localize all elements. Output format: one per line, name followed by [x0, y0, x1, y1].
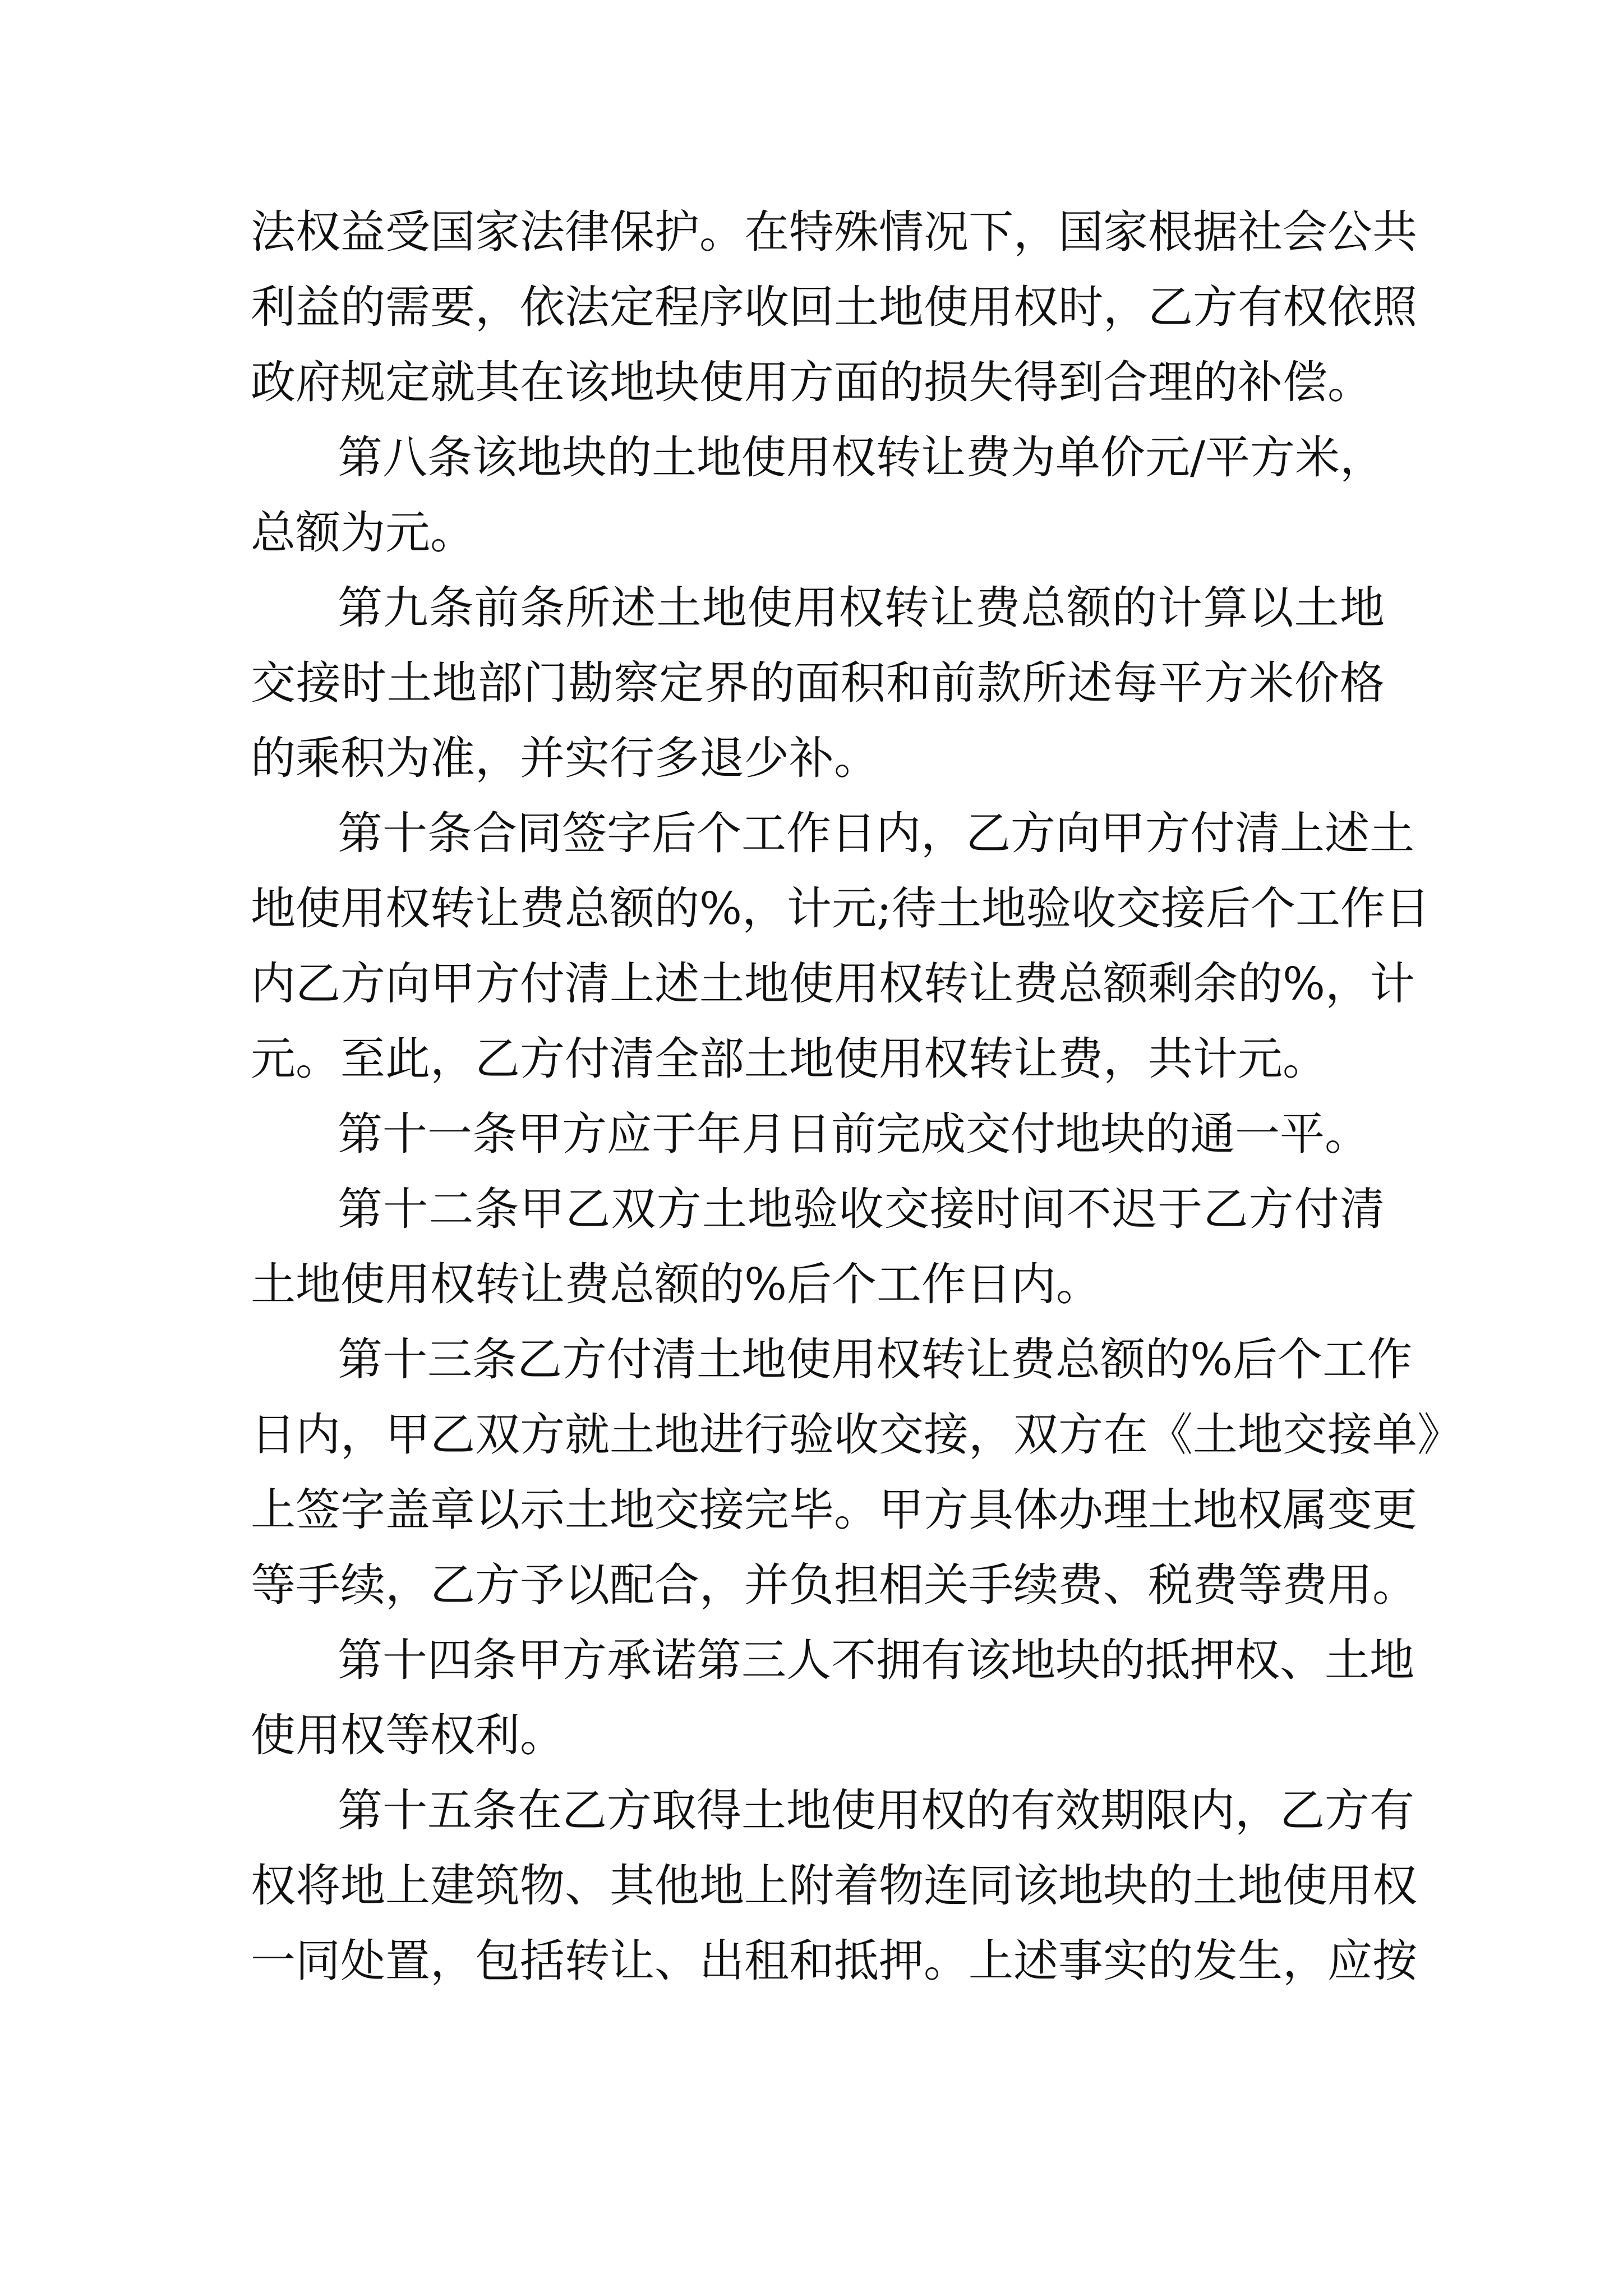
line-text: 第十一条甲方应于年月日前完成交付地块的通一平。 [338, 1108, 1370, 1160]
line-text: 第十条合同签字后个工作日内，乙方向甲方付清上述土 [338, 807, 1414, 859]
line-text: 法权益受国家法律保护。在特殊情况下，国家根据社会公共 [251, 206, 1417, 258]
line [0, 1482, 1623, 1538]
line [0, 1332, 1623, 1388]
line-text: 使用权等权利。 [251, 1709, 565, 1761]
line-text: 内乙方向甲方付清上述土地使用权转让费总额剩余的%，计 [251, 958, 1415, 1010]
line-text: 第十二条甲乙双方土地验收交接时间不迟于乙方付清 [338, 1183, 1385, 1235]
line [0, 956, 1623, 1012]
line-text: 元。至此，乙方付清全部土地使用权转让费，共计元。 [251, 1033, 1327, 1085]
line [0, 1106, 1623, 1162]
line [0, 1181, 1623, 1237]
line-text: 利益的需要，依法定程序收回土地使用权时，乙方有权依照 [251, 281, 1417, 333]
line-text: 交接时土地部门勘察定界的面积和前款所述每平方米价格 [251, 657, 1385, 709]
line-text: 等手续，乙方予以配合，并负担相关手续费、税费等费用。 [251, 1559, 1417, 1611]
line [0, 1557, 1623, 1613]
line [0, 505, 1623, 561]
line-text: 土地使用权转让费总额的%后个工作日内。 [251, 1258, 1101, 1310]
line [0, 1858, 1623, 1914]
line [0, 1632, 1623, 1688]
line [0, 730, 1623, 786]
line-text: 第十五条在乙方取得土地使用权的有效期限内，乙方有 [338, 1784, 1414, 1837]
line-text: 一同处置，包括转让、出租和抵押。上述事实的发生，应按 [251, 1935, 1417, 1987]
line [0, 580, 1623, 636]
line-text: 上签字盖章以示土地交接完毕。甲方具体办理土地权属变更 [251, 1484, 1417, 1536]
line [0, 1708, 1623, 1764]
line [0, 1257, 1623, 1313]
line [0, 1933, 1623, 1989]
line-text: 权将地上建筑物、其他地上附着物连同该地块的土地使用权 [251, 1860, 1417, 1912]
line [0, 279, 1623, 335]
line-text: 总额为元。 [251, 507, 475, 559]
line [0, 1783, 1623, 1839]
line-text: 日内，甲乙双方就土地进行验收交接，双方在《土地交接单》 [251, 1409, 1462, 1461]
line [0, 655, 1623, 711]
line-text: 第十四条甲方承诺第三人不拥有该地块的抵押权、土地 [338, 1634, 1414, 1686]
line [0, 430, 1623, 486]
line-text: 政府规定就其在该地块使用方面的损失得到合理的补偿。 [251, 356, 1372, 408]
line [0, 881, 1623, 937]
line-text: 地使用权转让费总额的%，计元;待土地验收交接后个工作日 [251, 882, 1430, 935]
line-text: 第十三条乙方付清土地使用权转让费总额的%后个工作 [338, 1333, 1413, 1386]
line [0, 1031, 1623, 1087]
line [0, 355, 1623, 411]
line-text: 第八条该地块的土地使用权转让费为单价元/平方米， [338, 431, 1385, 484]
line-text: 第九条前条所述土地使用权转让费总额的计算以土地 [338, 582, 1385, 634]
line [0, 1407, 1623, 1463]
line [0, 806, 1623, 862]
line-text: 的乘积为准，并实行多退少补。 [251, 732, 879, 784]
line [0, 204, 1623, 260]
